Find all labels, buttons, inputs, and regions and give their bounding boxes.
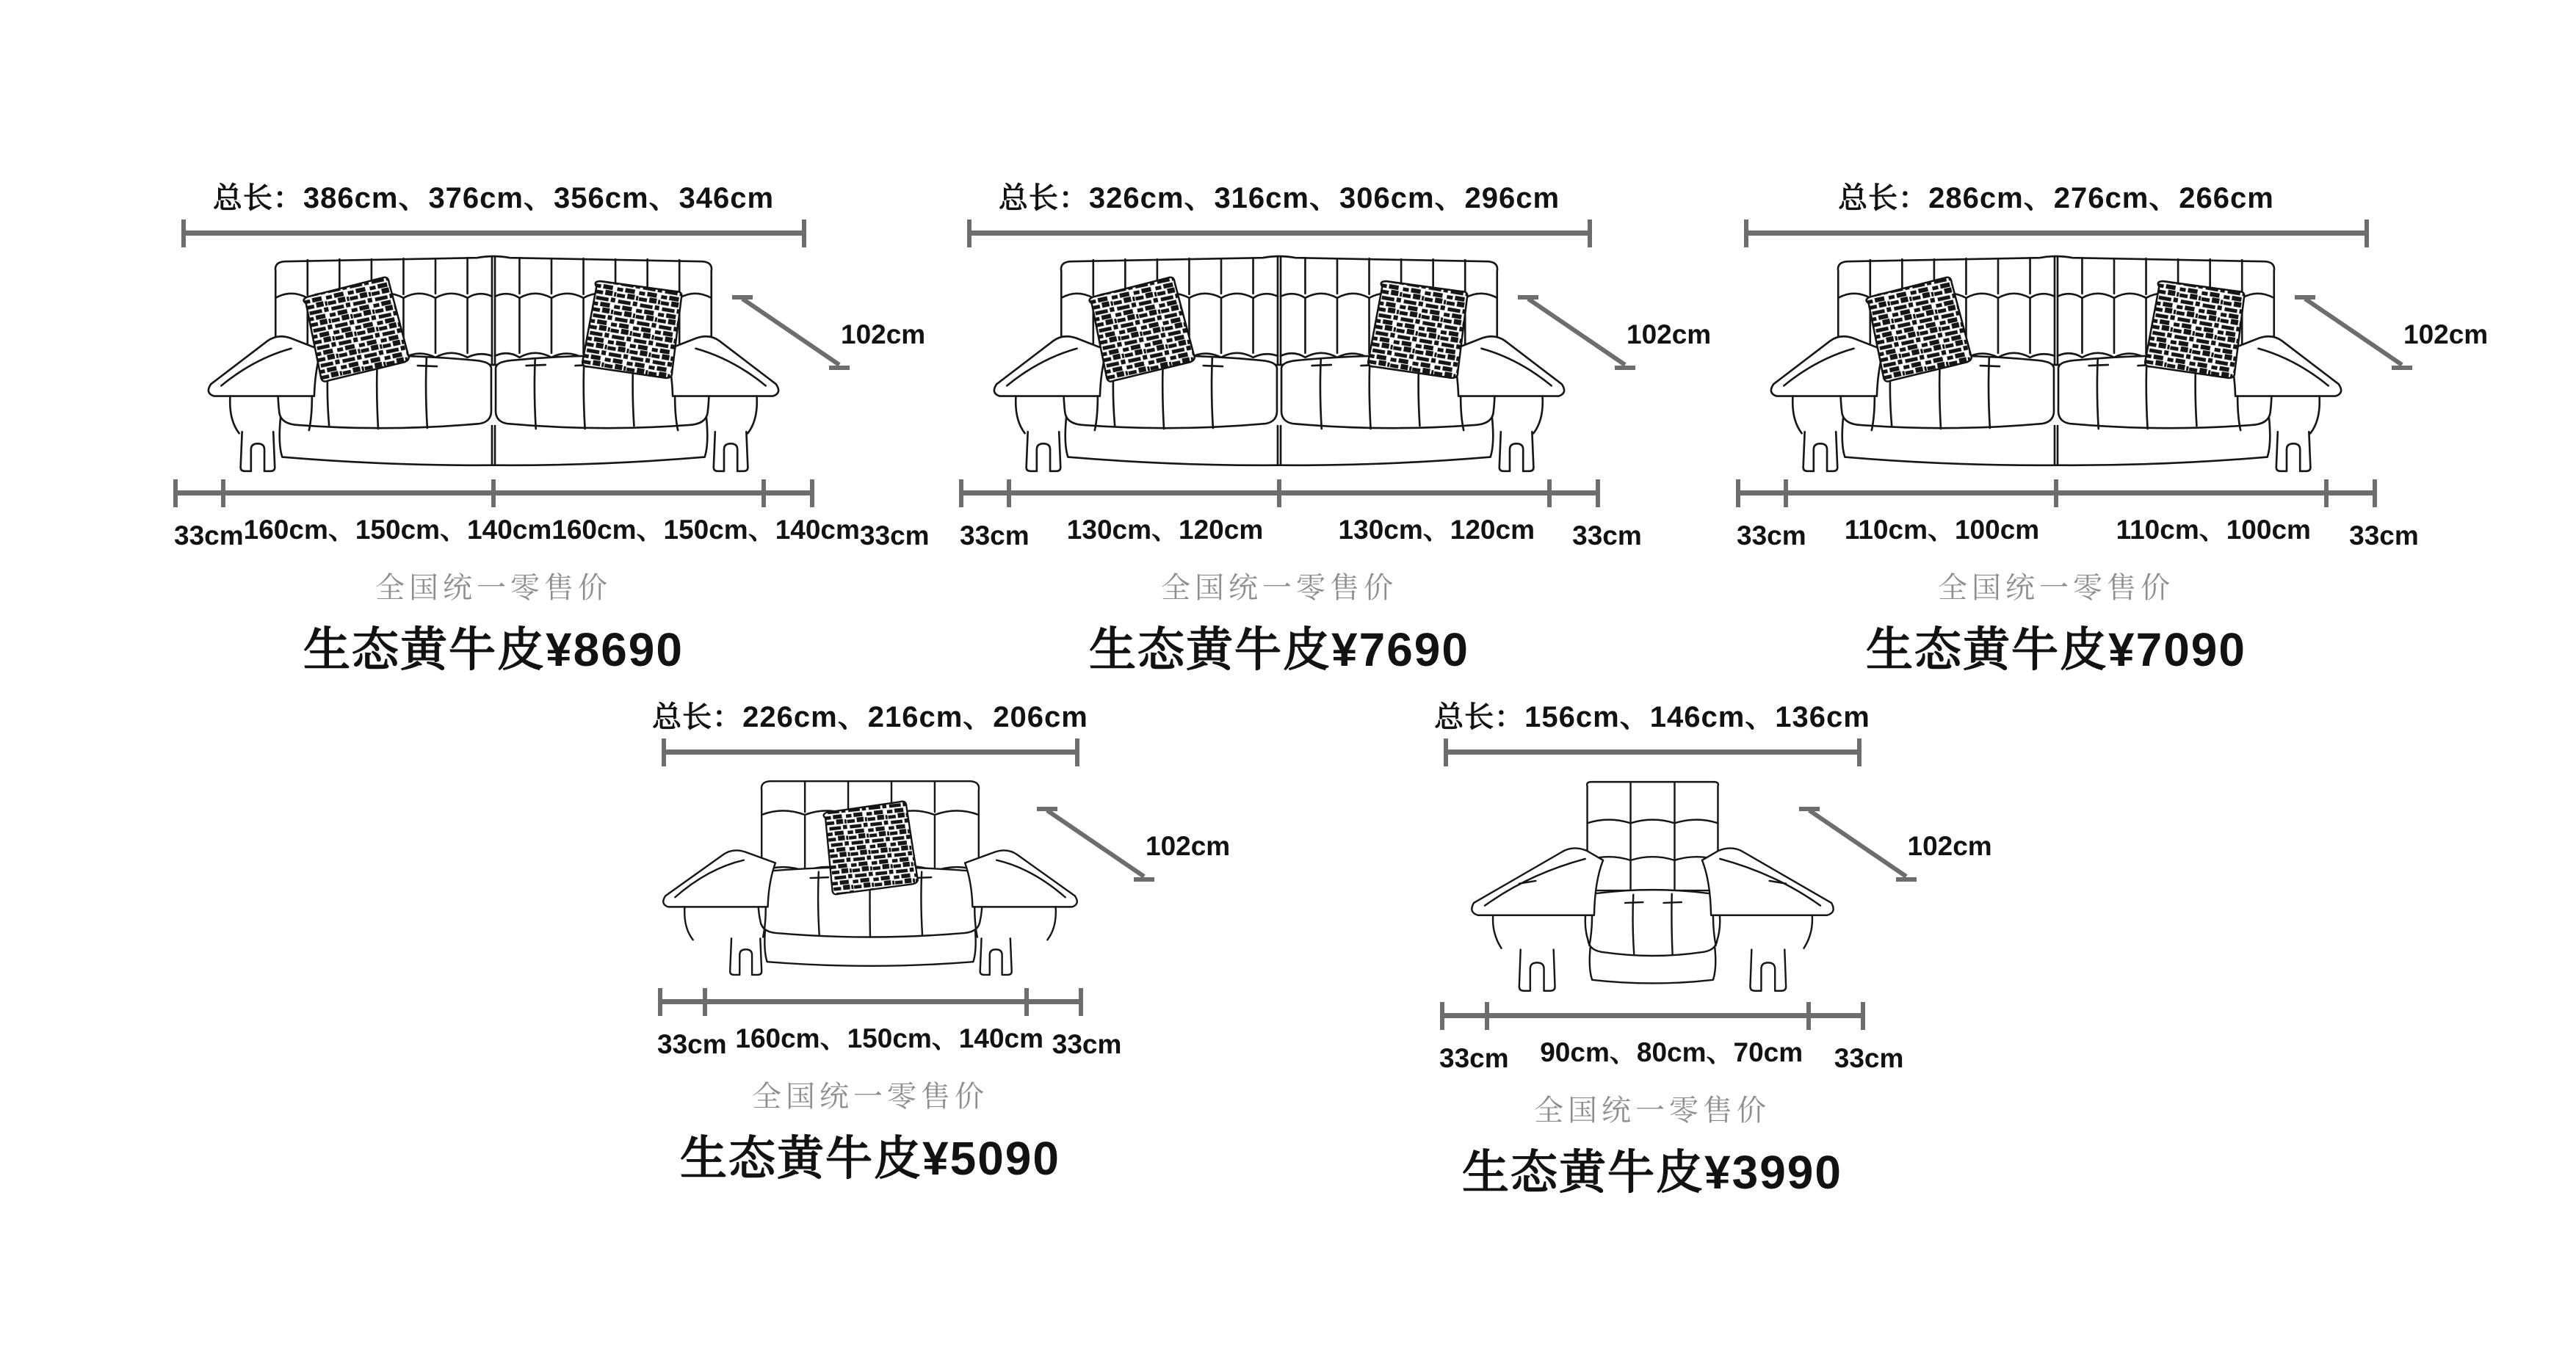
arm-width-label: 33cm [1572, 520, 1642, 551]
product-card-5 [1434, 694, 1992, 1202]
width-dimension-line [1442, 1002, 1863, 1030]
depth-arrow-icon [1035, 800, 1160, 892]
product-card-2 [960, 175, 1712, 680]
dimension-tick [1440, 1002, 1444, 1030]
dimension-tick [1075, 738, 1079, 766]
dimension-tick [658, 988, 662, 1016]
total-length-dimension-line [1746, 219, 2367, 247]
depth-arrow-icon [731, 288, 855, 380]
seat-width-label: 110cm、100cm [2116, 515, 2311, 545]
dimension-bar [664, 750, 1077, 755]
dimension-tick [1744, 219, 1748, 247]
depth-dimension [731, 288, 958, 413]
total-length-label: 总长：326cm、316cm、306cm、296cm [998, 182, 1560, 214]
dimension-bar [969, 231, 1590, 236]
depth-dimension [1516, 288, 1744, 413]
dimension-tick [2365, 219, 2369, 247]
total-length-label: 总长：286cm、276cm、266cm [1838, 182, 2274, 214]
dimension-tick [1861, 1002, 1865, 1030]
depth-dimension [1035, 800, 1263, 925]
depth-label: 102cm [1907, 831, 1992, 861]
dimension-tick [1806, 1002, 1811, 1030]
dimension-tick [491, 479, 496, 507]
total-length-label: 总长：156cm、146cm、136cm [1434, 701, 1870, 733]
dimension-tick [1444, 738, 1448, 766]
price-note: 全国统一零售价 [1938, 572, 2174, 604]
depth-arrow-icon [2293, 288, 2418, 380]
sofa-area [989, 253, 1712, 476]
dimension-tick [2324, 479, 2329, 507]
price: 生态黄牛皮¥3990 [1462, 1146, 1842, 1199]
seat-width-label: 110cm、100cm [1844, 515, 2040, 545]
seat-width-label: 130cm、120cm [1338, 515, 1535, 545]
dimension-tick [1547, 479, 1552, 507]
arm-width-label: 33cm [174, 520, 244, 551]
dimension-tick [1784, 479, 1788, 507]
dimension-tick [1024, 988, 1029, 1016]
segment-labels [1737, 507, 2419, 551]
sofa-area [1766, 253, 2489, 476]
depth-arrow-icon [1516, 288, 1641, 380]
seat-width-label: 130cm、120cm [1066, 515, 1264, 545]
width-dimension-line [176, 479, 812, 507]
seat-width-label: 160cm、150cm、140cm [243, 515, 552, 545]
product-card-1 [174, 175, 930, 680]
dimension-bar [1446, 750, 1859, 755]
dimension-tick [173, 479, 178, 507]
sofa-area [1460, 772, 1992, 999]
width-dimension-line [1738, 479, 2375, 507]
total-length-dimension-line [664, 738, 1077, 766]
price-note: 全国统一零售价 [1534, 1095, 1770, 1127]
dimension-tick [1007, 479, 1011, 507]
dimension-tick [802, 219, 806, 247]
price: 生态黄牛皮¥7690 [1089, 623, 1469, 676]
total-length-dimension-line [969, 219, 1590, 247]
seat-width-label: 90cm、80cm、70cm [1540, 1037, 1803, 1067]
product-card-4 [652, 694, 1231, 1188]
width-dimension-line [961, 479, 1598, 507]
dimension-bar [1442, 1013, 1863, 1018]
depth-label: 102cm [841, 319, 926, 349]
total-length-label: 总长：386cm、376cm、356cm、346cm [212, 182, 775, 214]
dimension-tick [1596, 479, 1600, 507]
dimension-bar [184, 231, 804, 236]
dimension-tick [761, 479, 766, 507]
arm-width-label: 33cm [1052, 1029, 1122, 1059]
total-length-dimension-line [1446, 738, 1859, 766]
dimension-tick [1857, 738, 1862, 766]
sofa-illustration [203, 253, 784, 476]
sofa-area [203, 253, 926, 476]
seat-width-label: 160cm、150cm、140cm [735, 1023, 1044, 1053]
dimension-tick [2373, 479, 2377, 507]
arm-width-label: 33cm [1439, 1043, 1509, 1073]
arm-width-label: 33cm [960, 520, 1030, 551]
width-dimension-line [660, 988, 1081, 1016]
segment-labels [657, 1016, 1122, 1059]
segment-labels [960, 507, 1642, 551]
dimension-tick [703, 988, 707, 1016]
sofa-illustration [989, 253, 1569, 476]
dimension-tick [1277, 479, 1281, 507]
depth-label: 102cm [2403, 319, 2489, 349]
price: 生态黄牛皮¥8690 [303, 623, 684, 676]
price-note: 全国统一零售价 [752, 1081, 988, 1113]
dimension-bar [1746, 231, 2367, 236]
depth-dimension [2293, 288, 2521, 413]
dimension-tick [181, 219, 186, 247]
dimension-tick [1079, 988, 1083, 1016]
depth-dimension [1798, 800, 2025, 925]
segment-labels [174, 507, 930, 551]
arm-width-label: 33cm [859, 520, 930, 551]
price: 生态黄牛皮¥5090 [680, 1132, 1060, 1185]
dimension-tick [2054, 479, 2058, 507]
price: 生态黄牛皮¥7090 [1866, 623, 2246, 676]
price-note: 全国统一零售价 [1161, 572, 1397, 604]
dimension-tick [959, 479, 963, 507]
sofa-illustration [1766, 253, 2346, 476]
seat-width-label: 160cm、150cm、140cm [551, 515, 860, 545]
depth-label: 102cm [1146, 831, 1231, 861]
product-card-3 [1737, 175, 2489, 680]
total-length-dimension-line [184, 219, 804, 247]
total-length-label: 总长：226cm、216cm、206cm [652, 701, 1088, 733]
arm-width-label: 33cm [657, 1029, 727, 1059]
segment-labels [1439, 1030, 1904, 1073]
dimension-tick [221, 479, 225, 507]
dimension-tick [967, 219, 972, 247]
arm-width-label: 33cm [1737, 520, 1806, 551]
dimension-tick [810, 479, 814, 507]
sofa-area [657, 772, 1231, 985]
dimension-bar [660, 999, 1081, 1004]
depth-label: 102cm [1627, 319, 1712, 349]
dimension-tick [1588, 219, 1592, 247]
price-note: 全国统一零售价 [375, 572, 612, 604]
dimension-tick [1485, 1002, 1489, 1030]
arm-width-label: 33cm [2349, 520, 2419, 551]
armchair-illustration [1460, 772, 1845, 999]
arm-width-label: 33cm [1834, 1043, 1904, 1073]
depth-arrow-icon [1798, 800, 1922, 892]
dimension-tick [1736, 479, 1740, 507]
sofa-illustration [657, 772, 1083, 985]
dimension-tick [662, 738, 666, 766]
